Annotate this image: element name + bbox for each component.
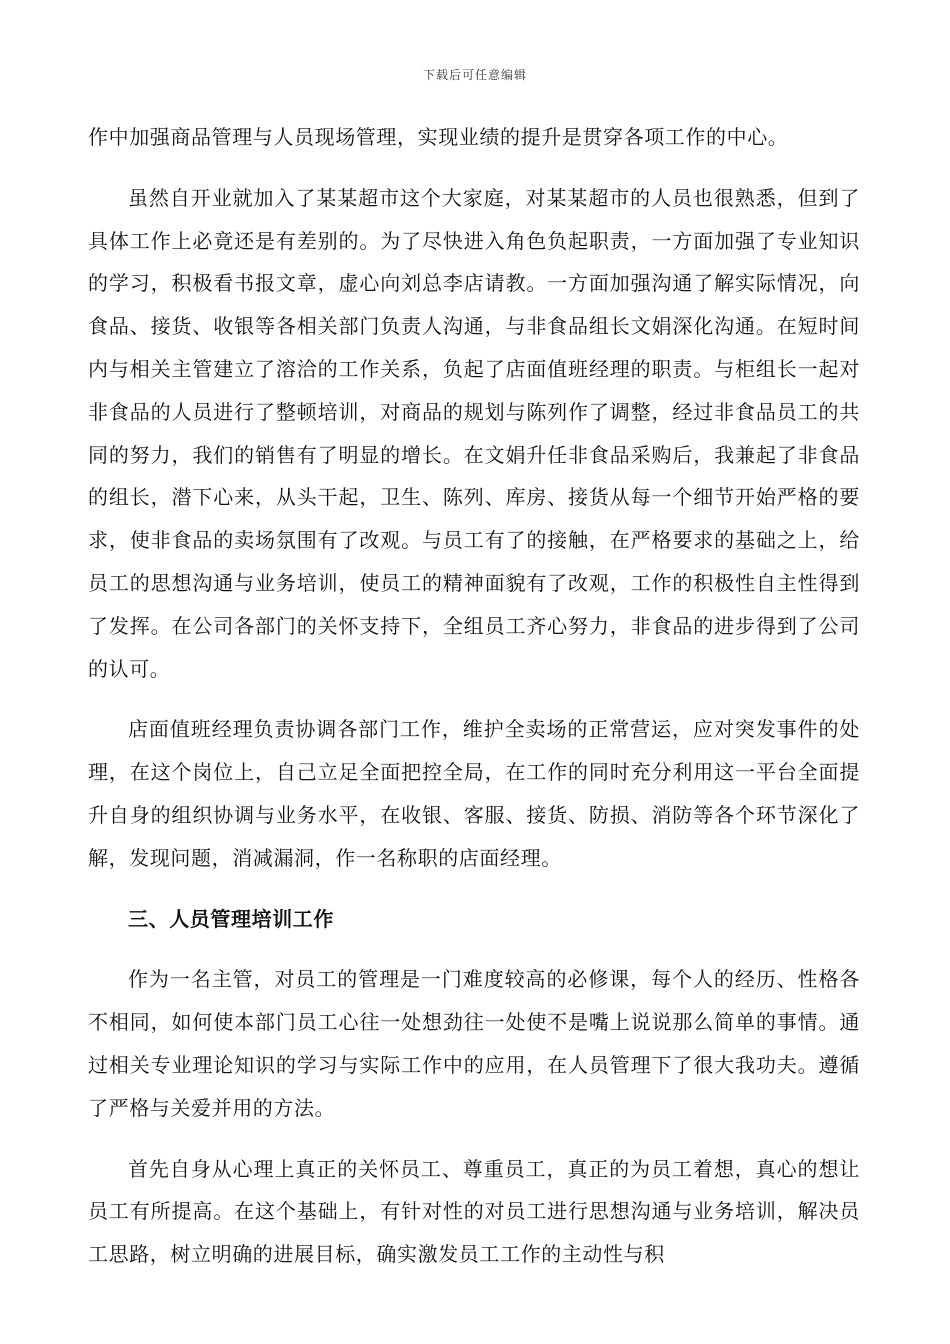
paragraph-continuation: 作中加强商品管理与人员现场管理，实现业绩的提升是贯穿各项工作的中心。	[88, 125, 789, 149]
paragraph-joining-supermarket: 虽然自开业就加入了某某超市这个大家庭，对某某超市的人员也很熟悉，但到了具体工作上必竟还是有差别的。为了尽快进入角色负起职责，一方面加强了专业知识的学习，积极看书报文章，虚心向刘总李店请教。一方面加强沟通了解实际情况，向食品、接货、收银等各相关部门负责人沟通，与非食品组长文娟深化沟通。在短时间内与相关主管建立了溶洽的工作关系，负起了店面值班经理的职责。与柜组长一起对非食品的人员进行了整顿培训，对商品的规划与陈列作了调整，经过非食品员工的共同的努力，我们的销售有了明显的增长。在文娟升任非食品采购后，我兼起了非食品的组长，潜下心来，从头干起，卫生、陈列、库房、接货从每一个细节开始严格的要求，使非食品的卖场氛围有了改观。与员工有了的接触，在严格要求的基础之上，给员工的思想沟通与业务培训，使员工的精神面貌有了改观，工作的积极性自主性得到了发挥。在公司各部门的关怀支持下，全组员工齐心努力，非食品的进步得到了公司的认可。	[88, 185, 860, 681]
paragraph-staff-management: 作为一名主管，对员工的管理是一门难度较高的必修课，每个人的经历、性格各不相同，如何使本部门员工心往一处想劲往一处使不是嘴上说说那么简单的事情。通过相关专业理论知识的学习与实际工作中的应用，在人员管理下了很大我功夫。遵循了严格与关爱并用的方法。	[88, 967, 860, 1120]
section-heading-staff-training: 三、人员管理培训工作	[128, 906, 334, 931]
paragraph-caring-for-staff: 首先自身从心理上真正的关怀员工、尊重员工，真正的为员工着想，真心的想让员工有所提高。在这个基础上，有针对性的对员工进行思想沟通与业务培训，解决员工思路，树立明确的进展目标，确实激发员工工作的主动性与积	[88, 1156, 860, 1267]
page-header-note: 下载后可任意编辑	[422, 68, 527, 82]
paragraph-duty-manager: 店面值班经理负责协调各部门工作，维护全卖场的正常营运，应对突发事件的处理，在这个岗位上，自己立足全面把控全局，在工作的同时充分利用这一平台全面提升自身的组织协调与业务水平，在收银、客服、接货、防损、消防等各个环节深化了解，发现问题，消减漏洞，作一名称职的店面经理。	[88, 717, 860, 870]
document-body	[88, 116, 860, 1276]
